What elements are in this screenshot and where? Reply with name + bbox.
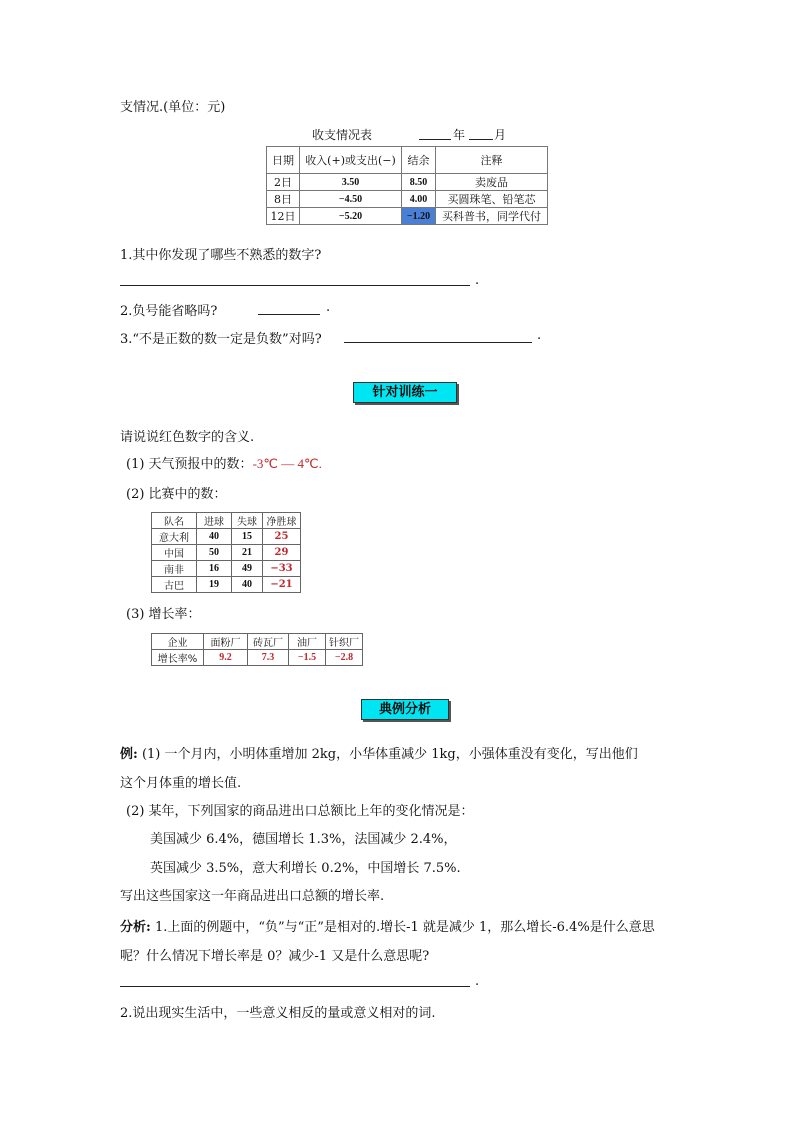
example-line-4: 美国减少 6.4%，德国增长 1.3%，法国减少 2.4%， <box>150 832 457 847</box>
header-note: 注释 <box>436 147 548 174</box>
cell-amount: −4.50 <box>300 191 402 208</box>
example-label: 例: <box>120 747 138 762</box>
cell-amount: −5.20 <box>300 208 402 225</box>
cell-rate: −2.8 <box>326 650 363 666</box>
table-row <box>267 174 548 191</box>
cell-team: 南非 <box>152 561 197 577</box>
year-label: 年 <box>453 128 466 142</box>
cell-conceded: 40 <box>232 577 263 593</box>
analysis-line-2: 呢？什么情况下增长率是 0？减少-1 又是什么意思呢? <box>120 949 430 964</box>
month-blank[interactable] <box>469 139 493 140</box>
cell-net: 29 <box>263 545 301 561</box>
question-1: 1.其中你发现了哪些不熟悉的数字? <box>120 248 322 263</box>
cell-balance: 4.00 <box>402 191 436 208</box>
cell-row-label: 增长率% <box>152 650 204 666</box>
table-row <box>152 577 301 593</box>
header-knitting-mill: 针织厂 <box>326 634 363 650</box>
cell-scored: 50 <box>197 545 232 561</box>
section-title-training: 针对训练一 <box>353 382 457 403</box>
cell-net: −21 <box>263 577 301 593</box>
cell-note: 买圆珠笔、铅笔芯 <box>436 191 548 208</box>
answer-line-3[interactable] <box>344 342 532 343</box>
example-line-6: 写出这些国家这一年商品进出口总额的增长率. <box>120 889 385 904</box>
section-title-examples: 典例分析 <box>361 699 449 720</box>
cell-net: −33 <box>263 561 301 577</box>
item-1-text: (1) 天气预报中的数： <box>126 457 253 472</box>
item-2-label: (2) 比赛中的数： <box>126 487 227 502</box>
cell-note: 卖废品 <box>436 174 548 191</box>
prompt-text: 请说说红色数字的含义. <box>120 430 255 445</box>
period: . <box>475 273 480 288</box>
temperature-value: -3℃ — 4℃. <box>252 456 322 471</box>
period: . <box>537 328 542 343</box>
item-3-label: (3) 增长率： <box>126 607 201 622</box>
analysis-line-1 <box>120 916 655 935</box>
table-row <box>152 561 301 577</box>
analysis-label: 分析: <box>120 920 151 935</box>
cell-note: 买科普书，同学代付 <box>436 208 548 225</box>
answer-line-2[interactable] <box>258 314 320 315</box>
month-label: 月 <box>494 128 507 142</box>
cell-team: 中国 <box>152 545 197 561</box>
question-3: 3.“不是正数的数一定是负数”对吗? <box>120 332 322 347</box>
cell-conceded: 49 <box>232 561 263 577</box>
cell-rate: 7.3 <box>248 650 289 666</box>
cell-scored: 40 <box>197 529 232 545</box>
example-line-5: 英国减少 3.5%，意大利增长 0.2%，中国增长 7.5%. <box>150 861 461 876</box>
example-line-2: 这个月体重的增长值. <box>120 776 242 791</box>
cell-scored: 16 <box>197 561 232 577</box>
example-line-1 <box>120 743 638 762</box>
cell-date: 2日 <box>267 174 300 191</box>
header-date: 日期 <box>267 147 300 174</box>
header-balance: 结余 <box>402 147 436 174</box>
cell-scored: 19 <box>197 577 232 593</box>
header-flour-mill: 面粉厂 <box>204 634 248 650</box>
growth-rate-table <box>151 633 363 666</box>
cell-date: 8日 <box>267 191 300 208</box>
table-row <box>267 191 548 208</box>
example-text: (1) 一个月内，小明体重增加 2kg，小华体重减少 1kg，小强体重没有变化，写出他们 <box>141 747 638 762</box>
question-2: 2.负号能省略吗? <box>120 304 218 319</box>
cell-rate: 9.2 <box>204 650 248 666</box>
header-team: 队名 <box>152 513 197 529</box>
period: . <box>475 974 480 989</box>
example-line-3: (2) 某年，下列国家的商品进出口总额比上年的变化情况是： <box>126 804 474 819</box>
table-row <box>152 650 363 666</box>
cell-team: 古巴 <box>152 577 197 593</box>
year-blank[interactable] <box>419 139 451 140</box>
header-brick-factory: 砖瓦厂 <box>248 634 289 650</box>
header-scored: 进球 <box>197 513 232 529</box>
header-amount: 收入(+)或支出(−) <box>300 147 402 174</box>
cell-conceded: 15 <box>232 529 263 545</box>
analysis-text: 1.上面的例题中，“负”与“正”是相对的.增长-1 就是减少 1，那么增长-6.4%是什么意思 <box>154 920 655 935</box>
income-expense-table <box>266 146 548 225</box>
cell-date: 12日 <box>267 208 300 225</box>
cell-balance-highlighted: −1.20 <box>402 208 436 225</box>
table1-caption: 收支情况表 <box>312 128 373 142</box>
answer-line-4[interactable] <box>120 986 470 987</box>
header-oil-mill: 油厂 <box>289 634 326 650</box>
header-conceded: 失球 <box>232 513 263 529</box>
period: . <box>326 300 331 315</box>
table-row <box>267 208 548 225</box>
intro-text: 支情况.(单位：元) <box>120 100 226 115</box>
header-net: 净胜球 <box>263 513 301 529</box>
cell-net: 25 <box>263 529 301 545</box>
cell-rate: −1.5 <box>289 650 326 666</box>
table-row <box>152 545 301 561</box>
cell-conceded: 21 <box>232 545 263 561</box>
final-question: 2.说出现实生活中，一些意义相反的量或意义相对的词. <box>120 1006 436 1021</box>
cell-balance: 8.50 <box>402 174 436 191</box>
cell-team: 意大利 <box>152 529 197 545</box>
cell-amount: 3.50 <box>300 174 402 191</box>
header-enterprise: 企业 <box>152 634 204 650</box>
match-score-table <box>151 512 301 593</box>
answer-line-1[interactable] <box>120 285 470 286</box>
table-row <box>152 529 301 545</box>
item-1-label <box>126 453 322 472</box>
